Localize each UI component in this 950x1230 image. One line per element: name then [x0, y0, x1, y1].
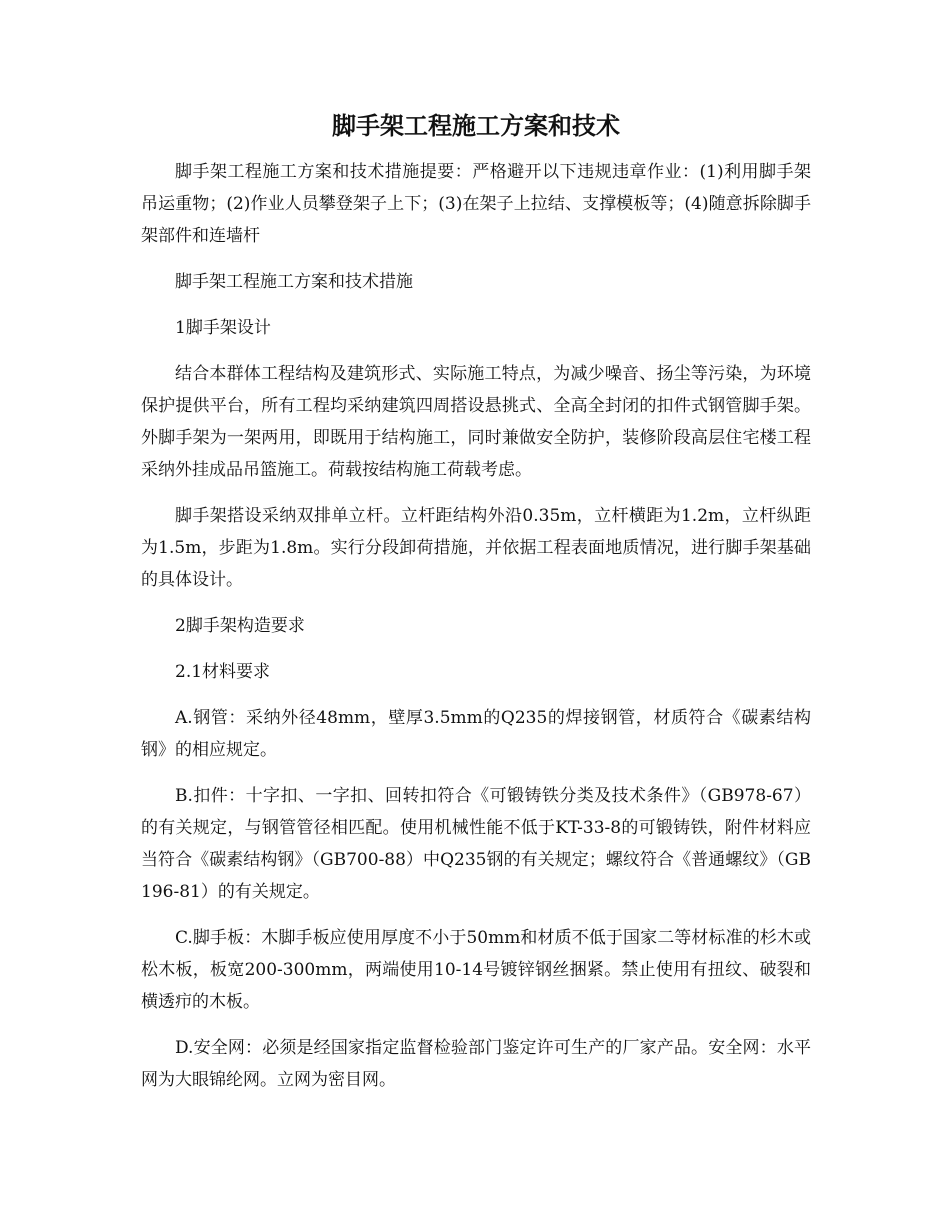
- section-heading-1: 1脚手架设计: [175, 318, 271, 338]
- summary-paragraph: 脚手架工程施工方案和技术措施提要：严格避开以下违规违章作业：(1)利用脚手架吊运重物；(2)作业人员攀登架子上下；(3)在架子上拉结、支撑模板等；(4)随意拆除脚手架部件和连墙杆: [141, 162, 811, 246]
- section-heading-2-1: 2.1材料要求: [175, 662, 271, 682]
- scaffold-board-paragraph: C.脚手板：木脚手板应使用厚度不小于50mm和材质不低于国家二等材标准的杉木或松木板，板宽200-300mm，两端使用10-14号镀锌钢丝捆紧。禁止使用有扭纹、破裂和横透疖的木板。: [141, 928, 811, 1012]
- section-heading-main: 脚手架工程施工方案和技术措施: [175, 272, 413, 292]
- fastener-paragraph: B.扣件：十字扣、一字扣、回转扣符合《可锻铸铁分类及技术条件》（GB978-67）的有关规定，与钢管管径相匹配。使用机械性能不低于KT-33-8的可锻铸铁，附件材料应当符合《碳素结构钢》（GB700-88）中Q235钢的有关规定；螺纹符合《普通螺纹》（GB196-81）的有关规定。: [141, 786, 811, 902]
- document-title: 脚手架工程施工方案和技术: [332, 111, 620, 140]
- design-paragraph: 结合本群体工程结构及建筑形式、实际施工特点，为减少噪音、扬尘等污染，为环境保护提供平台，所有工程均采纳建筑四周搭设悬挑式、全高全封闭的扣件式钢管脚手架。外脚手架为一架两用，即既用于结构施工，同时兼做安全防护，装修阶段高层住宅楼工程采纳外挂成品吊篮施工。荷载按结构施工荷载考虑。: [141, 364, 811, 480]
- section-heading-2: 2脚手架构造要求: [175, 616, 305, 636]
- steel-pipe-paragraph: A.钢管：采纳外径48mm，壁厚3.5mm的Q235的焊接钢管，材质符合《碳素结构钢》的相应规定。: [141, 708, 811, 760]
- erection-paragraph: 脚手架搭设采纳双排单立杆。立杆距结构外沿0.35m，立杆横距为1.2m，立杆纵距为1.5m，步距为1.8m。实行分段卸荷措施，并依据工程表面地质情况，进行脚手架基础的具体设计。: [141, 506, 811, 590]
- safety-net-paragraph: D.安全网：必须是经国家指定监督检验部门鉴定许可生产的厂家产品。安全网：水平网为大眼锦纶网。立网为密目网。: [141, 1038, 811, 1090]
- document-page: [141, 108, 811, 1110]
